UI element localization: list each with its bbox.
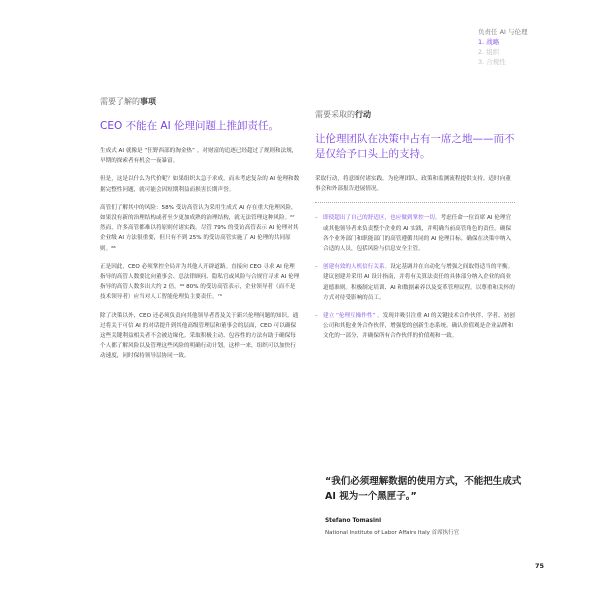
divider [315,202,515,203]
nav-title: 负责任 AI 与伦理 [478,28,528,36]
action-item [315,213,515,254]
action-text: 发现并吸引注重 AI 的关键技术合作伙伴、学者、初创公司和其他业务合作伙伴，增强您的创新生态系统。确认价值观是企业品牌和文化的一部分，并确保所有合作伙伴的价值观和一致。 [323,313,515,340]
page-number: 75 [535,562,545,570]
quote-text: “我们必须理解数据的使用方式，不能把生成式 AI 视为一个黑匣子。” [325,476,522,502]
quote-author-title: National Institute of Labor Affairs Italy 首席执行官 [325,530,460,536]
paragraph: 高管们了解其中的风险：58% 受访高管认为采用生成式 AI 存在重大伦理风险，如果没有新的治理结构或者至少更加成熟的治理结构，就无法管理这种风险。⁶⁷ 然而，许多高管都难以将原则付诸实践。尽管 79% 的受访高管表示 AI 伦理对其企业级 AI 方法很重要，但只有不到 25% 的受访高管实施了 AI 伦理的共同原则。⁶⁸ [100,204,299,252]
intro-paragraph: 采取行动，将意图付诸实践。为伦理团队、政策和监测流程提供支持。适时向董事会和外部报告进展情况。 [315,176,511,193]
action-lead: 即使超出了自己的舒适区，也应做到掌控一切。 [323,215,441,222]
action-item [315,311,515,342]
right-column [315,110,515,350]
action-lead: 创建有效的人机信行关系。 [323,264,391,271]
paragraph: 生成式 AI 就像是 “狂野西部的淘金热” 。对财富的追逐已经超过了规则和法规，早期的探索者有机会一夜暴富。 [100,148,298,165]
action-lead: 建立 “伦理互操作性” 。 [323,313,383,320]
section-headline: CEO 不能在 AI 伦理问题上推卸责任。 [100,120,280,132]
action-item [315,262,515,303]
kicker-emphasis: 行动 [355,110,371,119]
nav-item-compliance[interactable]: 3. 合规性 [478,58,506,66]
section-headline: 让伦理团队在决策中占有一席之地——而不是仅给予口头上的支持。 [315,133,515,160]
bullet-dash: – [315,313,318,320]
kicker-prefix: 需要采取的 [315,110,355,119]
paragraph: 但是，这是以什么为代价呢？如果组织太急于求成，而未考虑复杂的 AI 伦理和数据完整性问题，就可能会因短期利益而损害长期声誉。 [100,176,300,193]
paragraph: 除了决策以外，CEO 还必须负责向其他领导者普及关于新兴伦理问题的知识。通过将关于可信 AI 的对话提升到其他高级管理层和董事会的层面，CEO 可以确保这些关键利益相关者不会被边缘化。采取积极主动、包容性的方法有助于确保每个人都了解风险以及管理这些风险的明确行动计划。这样一来，组织可以加快行动速度，同时保持领导层协同一致。 [100,312,299,360]
action-text: 设定基调并在自动化与增强之间取得适当的平衡。建议创建并采用 AI 设计指南，并将有关算法责任的具体部分纳入企业的商业道德准则。积极制定培训、AI 和数据素养以及变革管理议程。以尊重和关怀的方式对待受影响的员工。 [323,264,515,301]
bullet-dash: – [315,215,318,222]
bullet-dash: – [315,264,318,271]
nav-item-strategy[interactable]: 1. 战略 [478,38,500,46]
paragraph: 正是因此，CEO 必须掌控全局并为其他人开辟道路。直接向 CEO 寻求 AI 伦理指导的高管人数要比向董事会、总法律顾问、隐私官或风险与合规官寻求 AI 伦理指导的高管人数多出大约 2 倍。⁶⁹ 80% 的受访高管表示，企业领导者（而不是技术领导者）应当对人工智能伦理负主要责任。⁷⁰ [100,263,300,301]
quote-author-name: Stefano Tomasini [325,518,382,524]
pull-quote [325,474,525,536]
action-text: 考虑任命一位首席 AI 伦理官或其他领导者来负责整个企业的 AI 实践，并明确当前高管角色的责任。确保各个业务部门和职能部门的高管遵循共同的 AI 伦理目标。确保在决策中纳入合适的人员，包括风险与信息安全主管。 [323,215,512,253]
kicker-emphasis: 事项 [140,97,156,106]
section-kicker [100,97,300,107]
section-nav [478,27,528,67]
left-column [100,97,300,370]
section-kicker [315,110,515,120]
kicker-prefix: 需要了解的 [100,97,140,106]
nav-item-organization[interactable]: 2. 组织 [478,48,500,56]
